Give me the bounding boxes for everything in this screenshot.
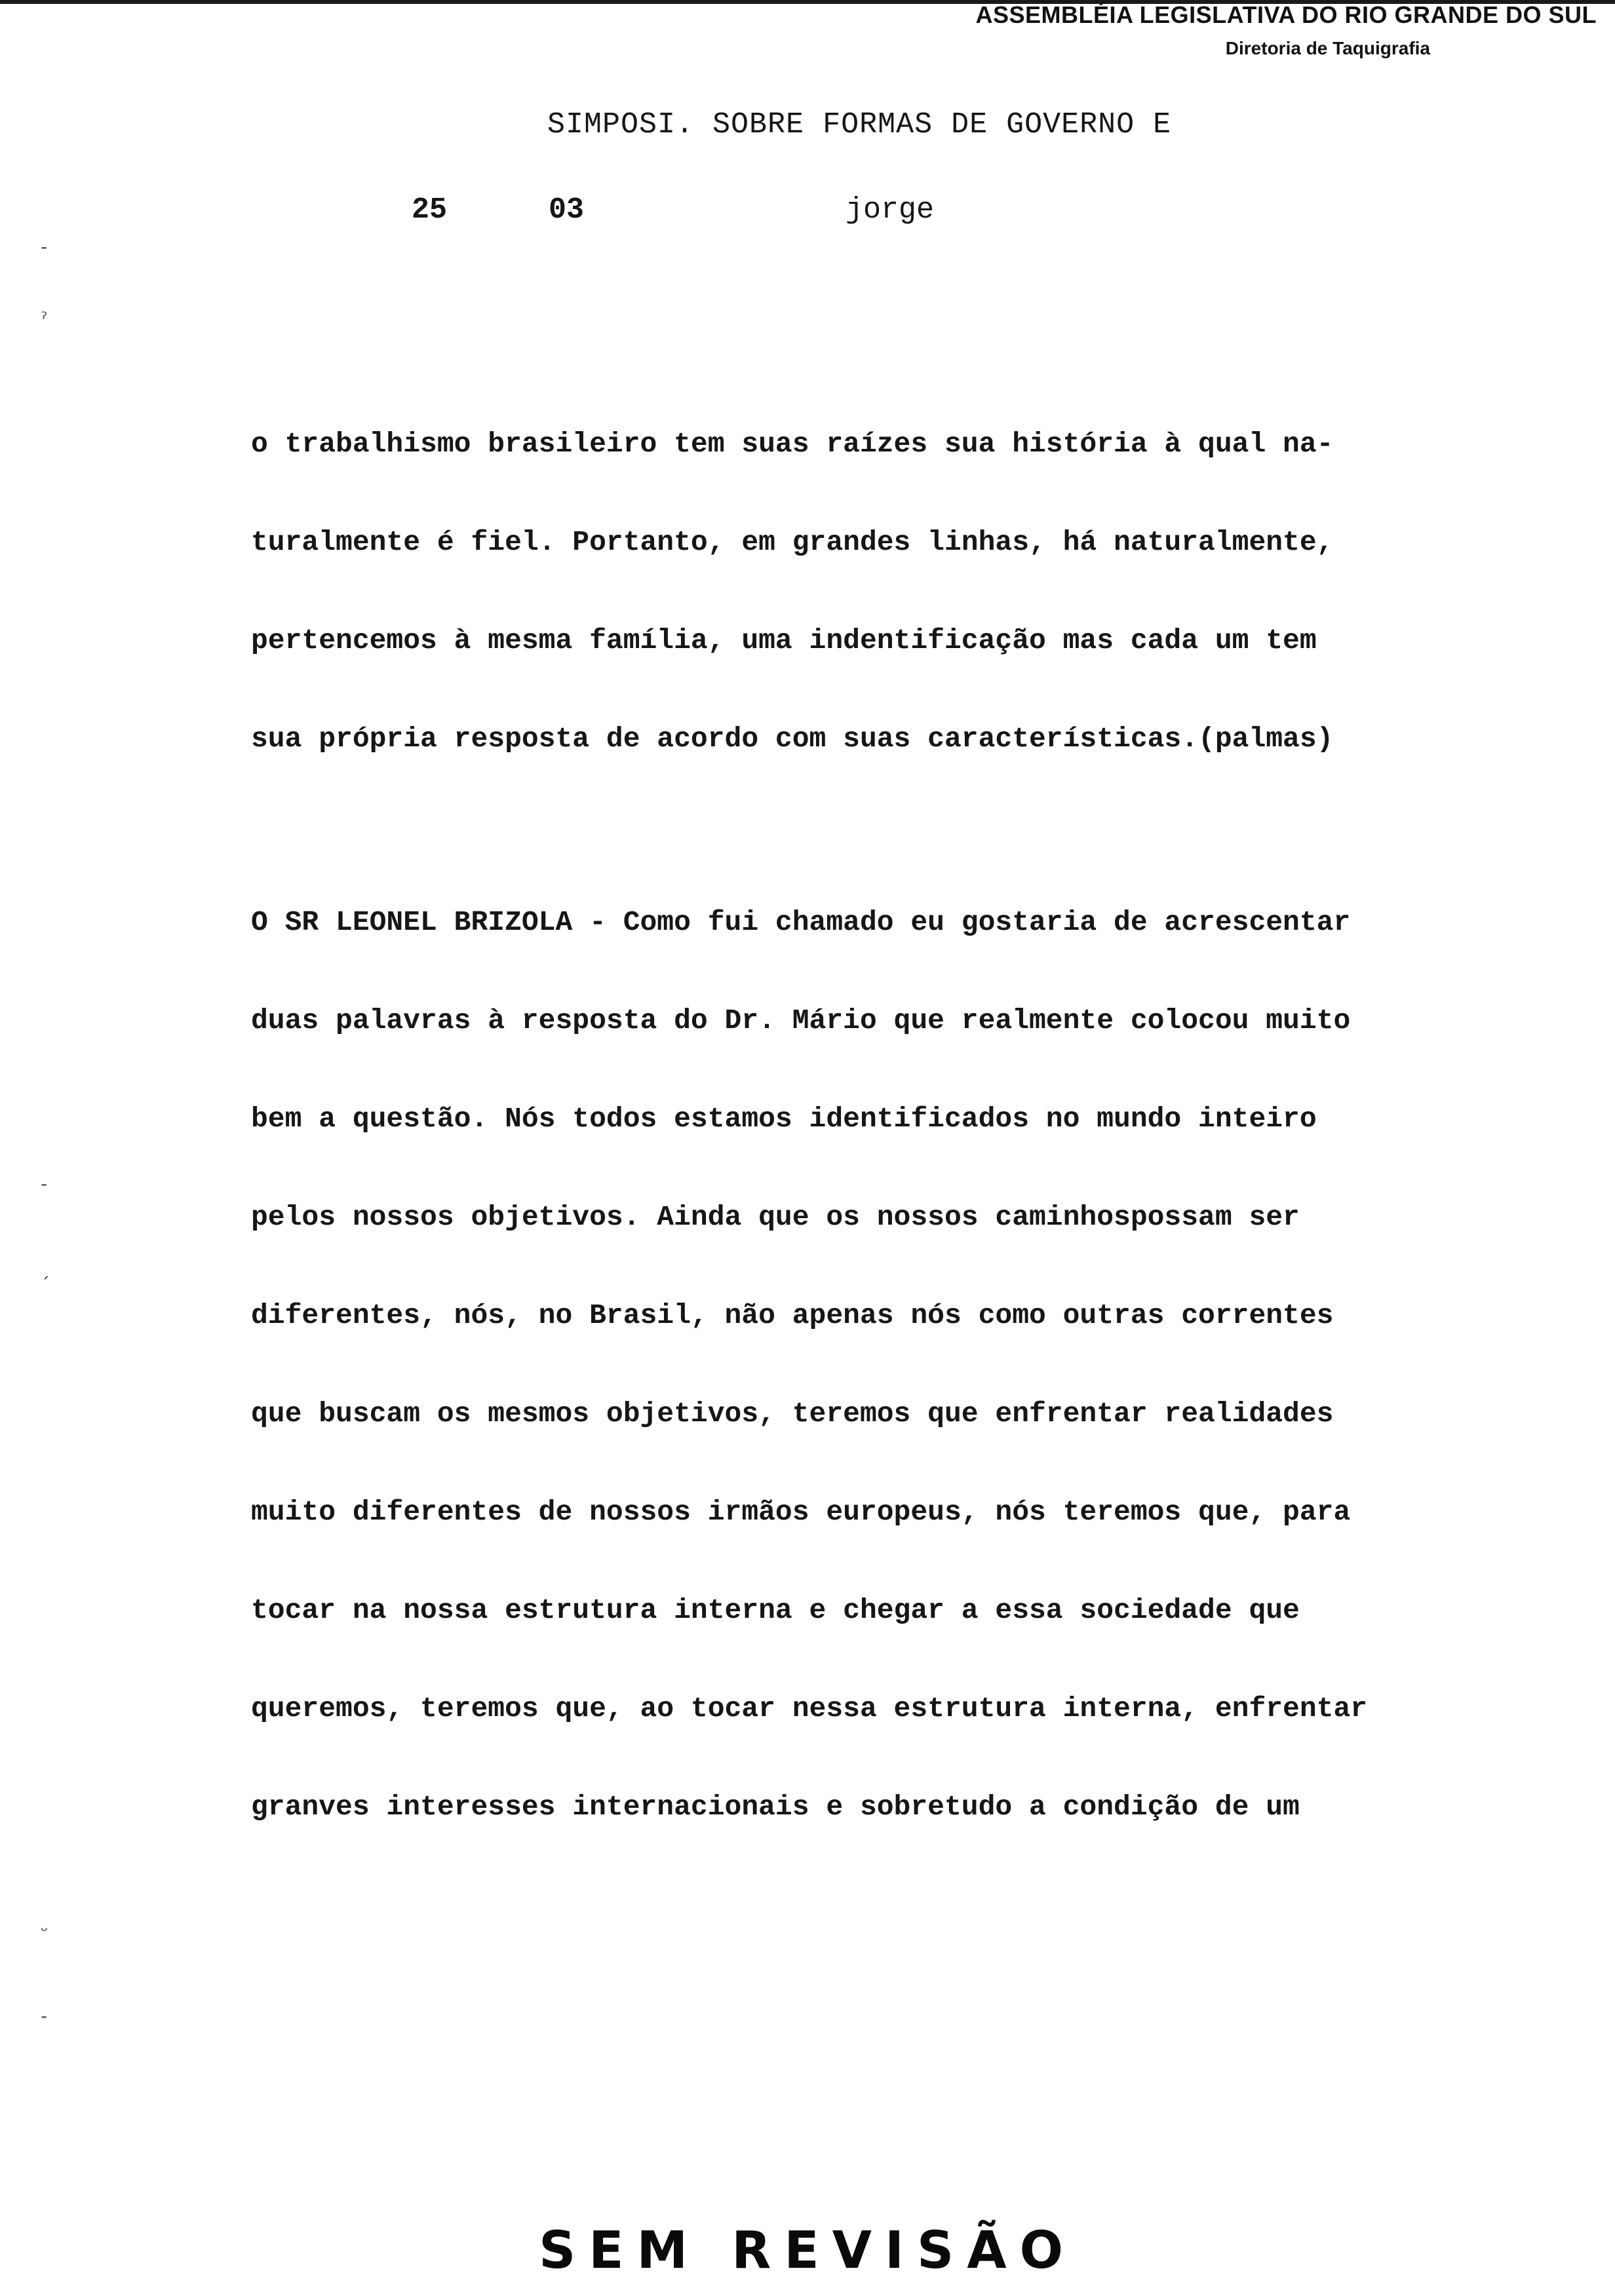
text-line: bem a questão. Nós todos estamos identificados no mundo inteiro bbox=[251, 1103, 1317, 1135]
paragraph-gap bbox=[251, 818, 1555, 903]
text-line: O SR LEONEL BRIZOLA - Como fui chamado eu gostaria de acrescentar bbox=[251, 906, 1351, 938]
margin-mark: - bbox=[41, 1173, 48, 1195]
text-line: tocar na nossa estrutura interna e chegar a essa sociedade que bbox=[251, 1594, 1300, 1626]
text-line: que buscam os mesmos objetivos, teremos que enfrentar realidades bbox=[251, 1398, 1334, 1430]
margin-mark: - bbox=[41, 236, 48, 258]
margin-mark: - bbox=[41, 2005, 48, 2027]
text-line: pertencemos à mesma família, uma indentificação mas cada um tem bbox=[251, 624, 1317, 657]
document-title: SIMPOSI. SOBRE FORMAS DE GOVERNO E bbox=[547, 108, 1172, 142]
margin-mark: ᵕ bbox=[41, 1920, 49, 1942]
letterhead-institution: ASSEMBLÉIA LEGISLATIVA DO RIO GRANDE DO SUL bbox=[975, 1, 1597, 28]
text-line: diferentes, nós, no Brasil, não apenas nós como outras correntes bbox=[251, 1299, 1334, 1331]
transcript-body bbox=[251, 425, 1555, 1886]
margin-mark: ˏ bbox=[41, 1258, 50, 1280]
sem-revisao-stamp: SEM REVISÃO bbox=[539, 2221, 1076, 2280]
text-line: turalmente é fiel. Portanto, em grandes linhas, há naturalmente, bbox=[251, 526, 1334, 558]
header-month: 03 bbox=[549, 193, 585, 227]
text-line: muito diferentes de nossos irmãos europeus, nós teremos que, para bbox=[251, 1496, 1351, 1528]
header-day: 25 bbox=[412, 193, 448, 227]
text-line: duas palavras à resposta do Dr. Mário que realmente colocou muito bbox=[251, 1004, 1351, 1037]
text-line: o trabalhismo brasileiro tem suas raízes sua história à qual na- bbox=[251, 428, 1334, 460]
text-line: pelos nossos objetivos. Ainda que os nossos caminhospossam ser bbox=[251, 1201, 1300, 1233]
header-stenographer: jorge bbox=[846, 193, 935, 227]
text-line: sua própria resposta de acordo com suas características.(palmas) bbox=[251, 723, 1334, 755]
margin-mark: ˀ bbox=[41, 308, 48, 330]
text-line: granves interesses internacionais e sobretudo a condição de um bbox=[251, 1791, 1300, 1823]
letterhead-department: Diretoria de Taquigrafia bbox=[1225, 38, 1430, 58]
text-line: queremos, teremos que, ao tocar nessa estrutura interna, enfrentar bbox=[251, 1693, 1368, 1725]
